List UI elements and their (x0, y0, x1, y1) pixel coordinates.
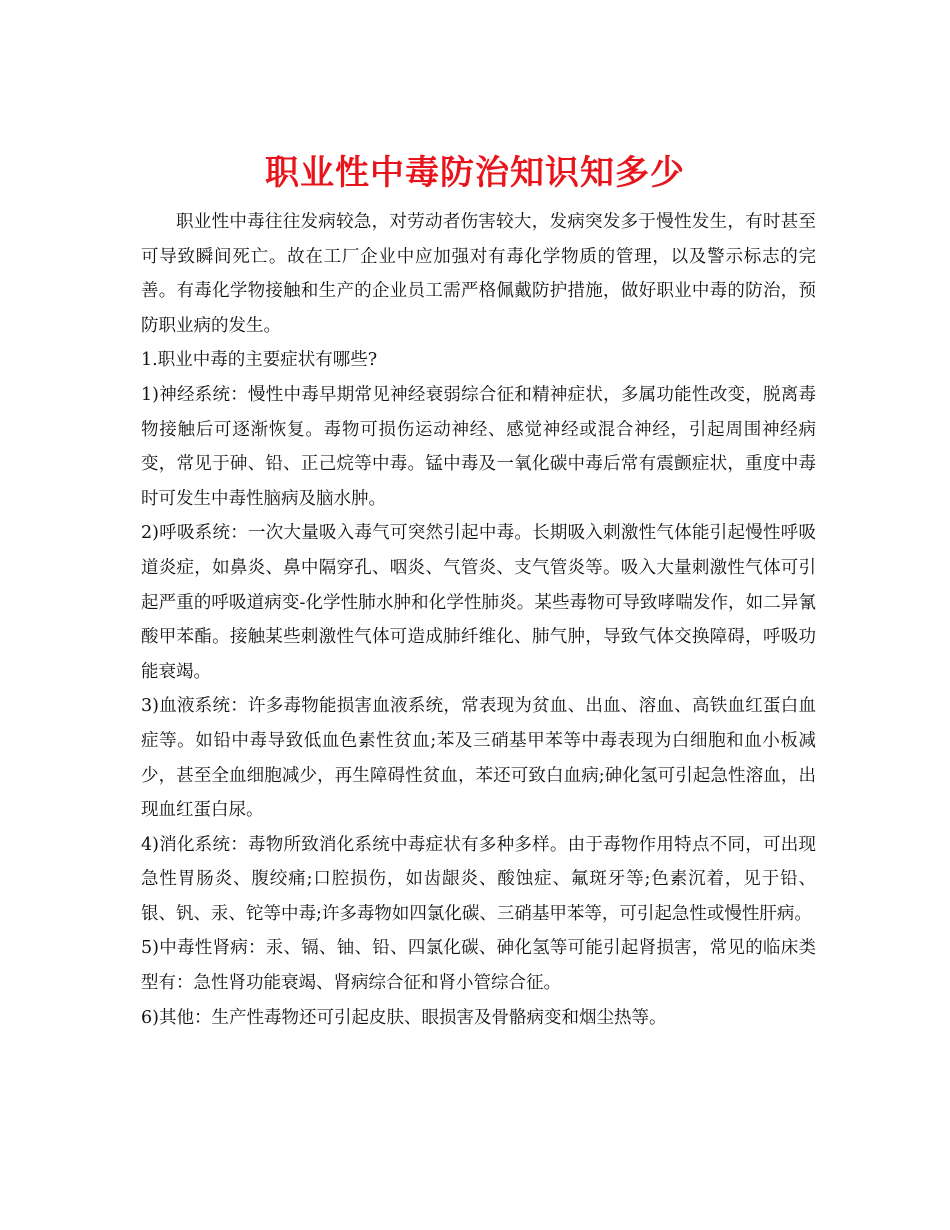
paragraph-nervous-system: 1)神经系统：慢性中毒早期常见神经衰弱综合征和精神症状，多属功能性改变，脱离毒物接触后可逐渐恢复。毒物可损伤运动神经、感觉神经或混合神经，引起周围神经病变，常见于砷、铅、正己烷等中毒。锰中毒及一氧化碳中毒后常有震颤症状，重度中毒时可发生中毒性脑病及脑水肿。 (141, 384, 816, 509)
paragraph-toxic-nephropathy: 5)中毒性肾病：汞、镉、铀、铅、四氯化碳、砷化氢等可能引起肾损害，常见的临床类型有：急性肾功能衰竭、肾病综合征和肾小管综合征。 (141, 938, 816, 994)
paragraph-blood-system: 3)血液系统：许多毒物能损害血液系统，常表现为贫血、出血、溶血、高铁血红蛋白血症等。如铅中毒导致低血色素性贫血;苯及三硝基甲苯等中毒表现为白细胞和血小板减少，甚至全血细胞减少，再生障碍性贫血，苯还可致白血病;砷化氢可引起急性溶血，出现血红蛋白尿。 (141, 696, 816, 821)
paragraph-digestive-system: 4)消化系统：毒物所致消化系统中毒症状有多种多样。由于毒物作用特点不同，可出现急性胃肠炎、腹绞痛;口腔损伤，如齿龈炎、酸蚀症、氟斑牙等;色素沉着，见于铅、银、钒、汞、铊等中毒;许多毒物如四氯化碳、三硝基甲苯等，可引起急性或慢性肝病。 (141, 834, 816, 924)
section-heading: 1.职业中毒的主要症状有哪些? (141, 350, 378, 371)
intro-paragraph: 职业性中毒往往发病较急，对劳动者伤害较大，发病突发多于慢性发生，有时甚至可导致瞬间死亡。故在工厂企业中应加强对有毒化学物质的管理，以及警示标志的完善。有毒化学物接触和生产的企业员工需严格佩戴防护措施，做好职业中毒的防治，预防职业病的发生。 (141, 212, 816, 336)
paragraph-respiratory-system: 2)呼吸系统：一次大量吸入毒气可突然引起中毒。长期吸入刺激性气体能引起慢性呼吸道炎症，如鼻炎、鼻中隔穿孔、咽炎、气管炎、支气管炎等。吸入大量刺激性气体可引起严重的呼吸道病变-化学性肺水肿和化学性肺炎。某些毒物可导致哮喘发作，如二异氰酸甲苯酯。接触某些刺激性气体可造成肺纤维化、肺气肿，导致气体交换障碍，呼吸功能衰竭。 (141, 523, 816, 682)
paragraph-other: 6)其他：生产性毒物还可引起皮肤、眼损害及骨骼病变和烟尘热等。 (141, 1007, 667, 1028)
document-body (141, 205, 816, 1035)
document-title: 职业性中毒防治知识知多少 (265, 152, 685, 193)
